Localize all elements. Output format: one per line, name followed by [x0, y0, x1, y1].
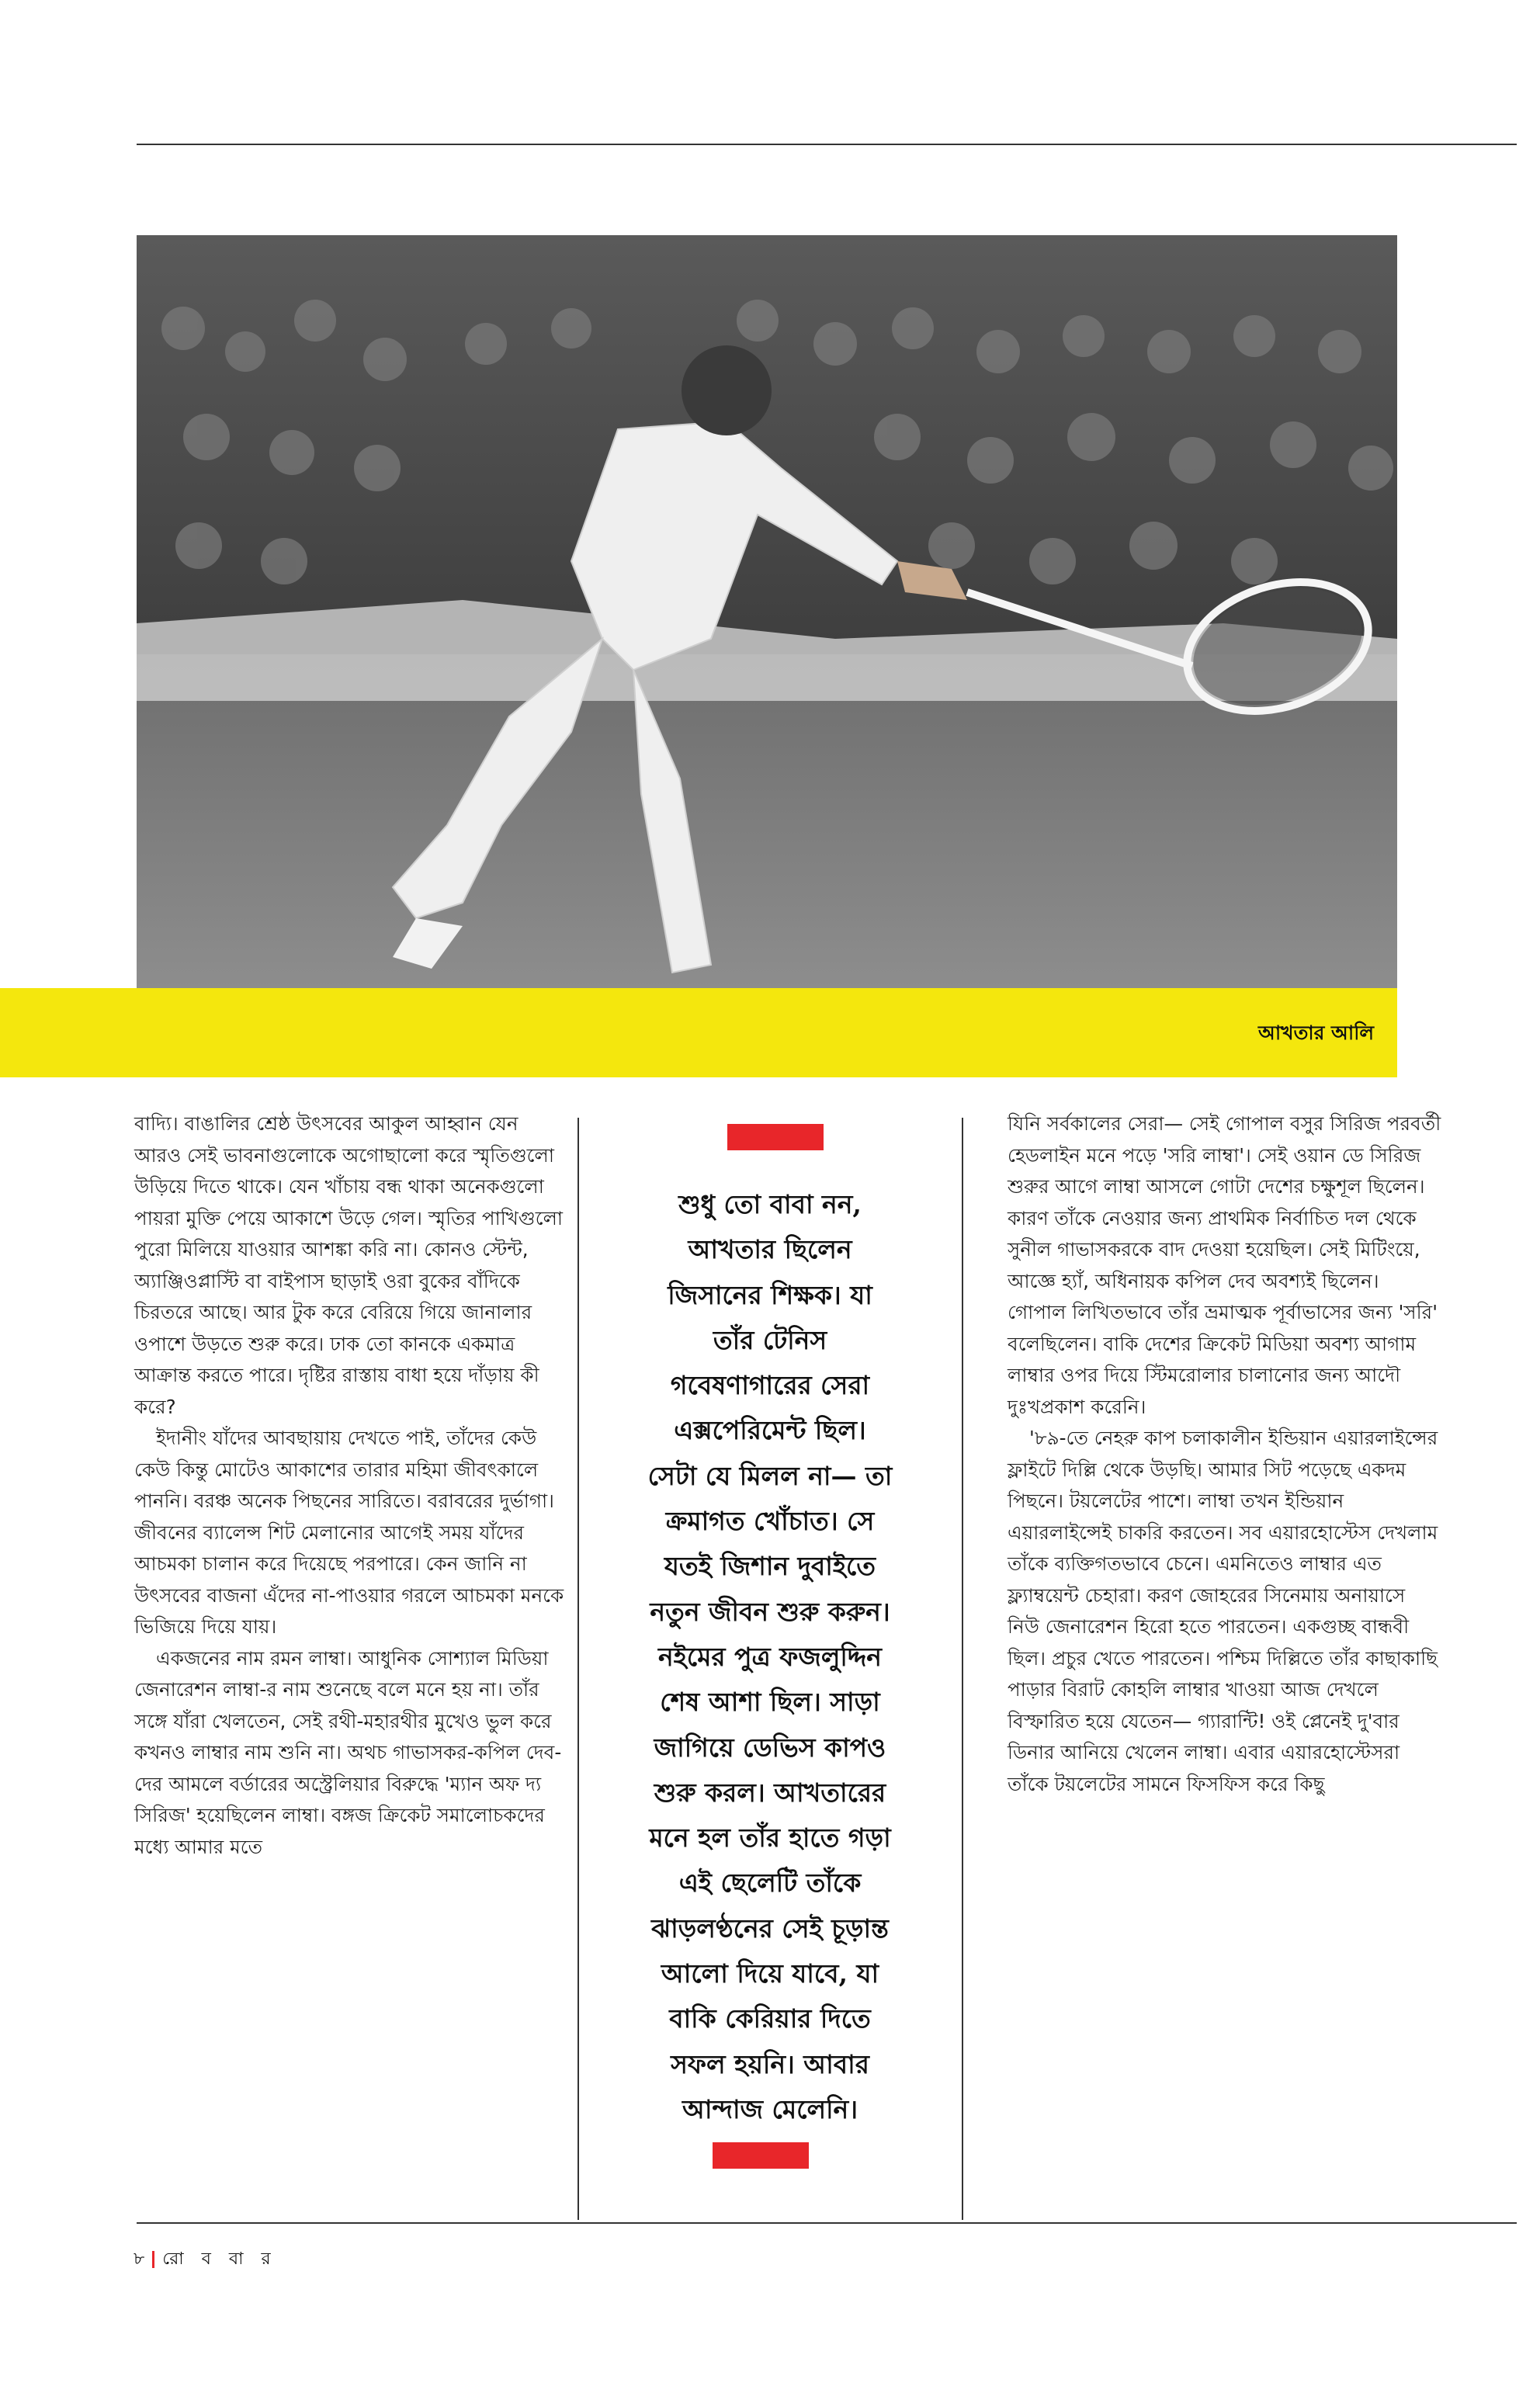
- tennis-player-photo-icon: [137, 235, 1397, 988]
- column-divider: [962, 1118, 963, 2220]
- pullquote-line: গবেষণাগারের সেরা: [670, 1370, 870, 1401]
- caption-band: [0, 988, 1397, 1077]
- pullquote-line: আলো দিয়ে যাবে, যা: [661, 1958, 879, 1989]
- pullquote-line: এক্সপেরিমেন্ট ছিল।: [674, 1415, 866, 1446]
- pullquote-line: যতই জিশান দুবাইতে: [664, 1551, 876, 1582]
- paragraph: বাদ্যি। বাঙালির শ্রেষ্ঠ উৎসবের আকুল আহ্বান যেন আরও সেই ভাবনাগুলোকে অগোছালো করে স্মৃতিগুলো উড়িয়ে দিতে থাকে। যেন খাঁচায় বন্ধ থাকা অনেকগুলো পায়রা মুক্তি পেয়ে আকাশে উড়ে গেল। স্মৃতির পাখিগুলো পুরো মিলিয়ে যাওয়ার আশঙ্কা করি না। কোনও স্টেন্ট, অ্যাঞ্জিওপ্লাস্টি বা বাইপাস ছাড়াই ওরা বুকের বাঁদিকে চিরতরে আছে। আর টুক করে বেরিয়ে গিয়ে জানালার ওপাশে উড়তে শুরু করে। ঢাক তো কানকে একমাত্র আক্রান্ত করতে পারে। দৃষ্টির রাস্তায় বাধা হয়ে দাঁড়ায় কী করে?: [134, 1112, 564, 1418]
- photo-caption: আখতার আলি: [1258, 1021, 1374, 1044]
- pullquote-line: নইমের পুত্র ফজলুদ্দিন: [657, 1641, 882, 1672]
- pullquote-line: আন্দাজ মেলেনি।: [682, 2093, 858, 2124]
- pullquote-line: এই ছেলেটি তাঁকে: [678, 1868, 862, 1899]
- pullquote-accent-bar: [713, 2142, 809, 2169]
- pullquote: [595, 1182, 945, 2132]
- paragraph: ইদানীং যাঁদের আবছায়ায় দেখতে পাই, তাঁদের কেউ কেউ কিন্তু মোটেও আকাশের তারার মহিমা জীবৎকালে পাননি। বরঞ্চ অনেক পিছনের সারিতে। বরাবরের দুর্ভাগা। জীবনের ব্যালেন্স শিট মেলানোর আগেই সময় যাঁদের আচমকা চালান করে দিয়েছে পরপারে। কেন জানি না উৎসবের বাজনা এঁদের না-পাওয়ার গরলে আচমকা মনকে ভিজিয়ে দিয়ে যায়।: [134, 1427, 564, 1638]
- page-number: ৮: [134, 2249, 145, 2269]
- pullquote-line: ক্রমাগত খোঁচাত। সে: [665, 1506, 875, 1537]
- page-footer: [134, 2246, 277, 2274]
- pullquote-line: মনে হল তাঁর হাতে গড়া: [649, 1822, 891, 1854]
- pullquote-line: জিসানের শিক্ষক। যা: [668, 1279, 872, 1310]
- article-column-left: [134, 1108, 569, 1863]
- paragraph: '৮৯-তে নেহরু কাপ চলাকালীন ইন্ডিয়ান এয়ারলাইন্সের ফ্লাইটে দিল্লি থেকে উড়ছি। আমার সিট পড়েছে একদম পিছনে। টয়লেটের পাশে। লাম্বা তখন ইন্ডিয়ান এয়ারলাইন্সেই চাকরি করতেন। সব এয়ারহোস্টেস দেখলাম তাঁকে ব্যক্তিগতভাবে চেনে। এমনিতেও লাম্বার এত ফ্ল্যাম্বয়েন্ট চেহারা। করণ জোহরের সিনেমায় অনায়াসে নিউ জেনারেশন হিরো হতে পারতেন। একগুচ্ছ বান্ধবী ছিল। প্রচুর খেতে পারতেন। পশ্চিম দিল্লিতে তাঁর কাছাকাছি পাড়ার বিরাট কোহলি লাম্বার খাওয়া আজ দেখলে বিস্ফারিত হয়ে যেতেন— গ্যারান্টি! ওই প্লেনেই দু'বার ডিনার আনিয়ে খেলেন লাম্বা। এবার এয়ারহোস্টেসরা তাঁকে টয়লেটের সামনে ফিসফিস করে কিছু: [1008, 1427, 1438, 1795]
- pullquote-line: সেটা যে মিলল না— তা: [647, 1460, 893, 1491]
- pullquote-line: ঝাড়লণ্ঠনের সেই চূড়ান্ত: [651, 1913, 889, 1944]
- footer-separator: [152, 2251, 154, 2268]
- pullquote-line: শুরু করল। আখতারের: [654, 1777, 886, 1808]
- pullquote-line: জাগিয়ে ডেভিস কাপও: [654, 1732, 886, 1763]
- column-divider: [578, 1118, 579, 2220]
- bottom-rule: [137, 2222, 1517, 2224]
- paragraph: একজনের নাম রমন লাম্বা। আধুনিক সোশ্যাল মিডিয়া জেনারেশন লাম্বা-র নাম শুনেছে বলে মনে হয় না। তাঁর সঙ্গে যাঁরা খেলতেন, সেই রথী-মহারথীর মুখেও ভুল করে কখনও লাম্বার নাম শুনি না। অথচ গাভাসকর-কপিল দেব-দের আমলে বর্ডারের অস্ট্রেলিয়ার বিরুদ্ধে 'ম্যান অফ দ্য সিরিজ' হয়েছিলেন লাম্বা। বঙ্গজ ক্রিকেট সমালোচকদের মধ্যে আমার মতে: [134, 1646, 562, 1858]
- paragraph: যিনি সর্বকালের সেরা— সেই গোপাল বসুর সিরিজ পরবর্তী হেডলাইন মনে পড়ে 'সরি লাম্বা'। সেই ওয়ান ডে সিরিজ শুরুর আগে লাম্বা আসলে গোটা দেশের চক্ষুশূল ছিলেন। কারণ তাঁকে নেওয়ার জন্য প্রাথমিক নির্বাচিত দল থেকে সুনীল গাভাসকরকে বাদ দেওয়া হয়েছিল। সেই মিটিংয়ে, আজ্ঞে হ্যাঁ, অধিনায়ক কপিল দেব অবশ্যই ছিলেন। গোপাল লিখিতভাবে তাঁর ভ্রমাত্মক পূর্বাভাসের জন্য 'সরি' বলেছিলেন। বাকি দেশের ক্রিকেট মিডিয়া অবশ্য আগাম লাম্বার ওপর দিয়ে স্টিমরোলার চালানোর জন্য আদৌ দুঃখপ্রকাশ করেনি।: [1008, 1112, 1441, 1418]
- pullquote-accent-bar: [727, 1124, 824, 1150]
- pullquote-line: আখতার ছিলেন: [688, 1234, 852, 1265]
- pullquote-line: শুধু তো বাবা নন,: [678, 1189, 862, 1219]
- article-column-right: [1008, 1108, 1442, 1800]
- pullquote-line: শেষ আশা ছিল। সাড়া: [660, 1687, 880, 1718]
- pullquote-line: নতুন জীবন শুরু করুন।: [650, 1596, 890, 1627]
- pullquote-line: সফল হয়নি। আবার: [671, 2048, 869, 2079]
- tennis-player-photo: [137, 235, 1397, 988]
- top-rule: [137, 144, 1517, 145]
- magazine-name: রো ব বা র: [162, 2249, 277, 2269]
- pullquote-line: তাঁর টেনিস: [713, 1324, 827, 1355]
- pullquote-line: বাকি কেরিয়ার দিতে: [669, 2003, 871, 2034]
